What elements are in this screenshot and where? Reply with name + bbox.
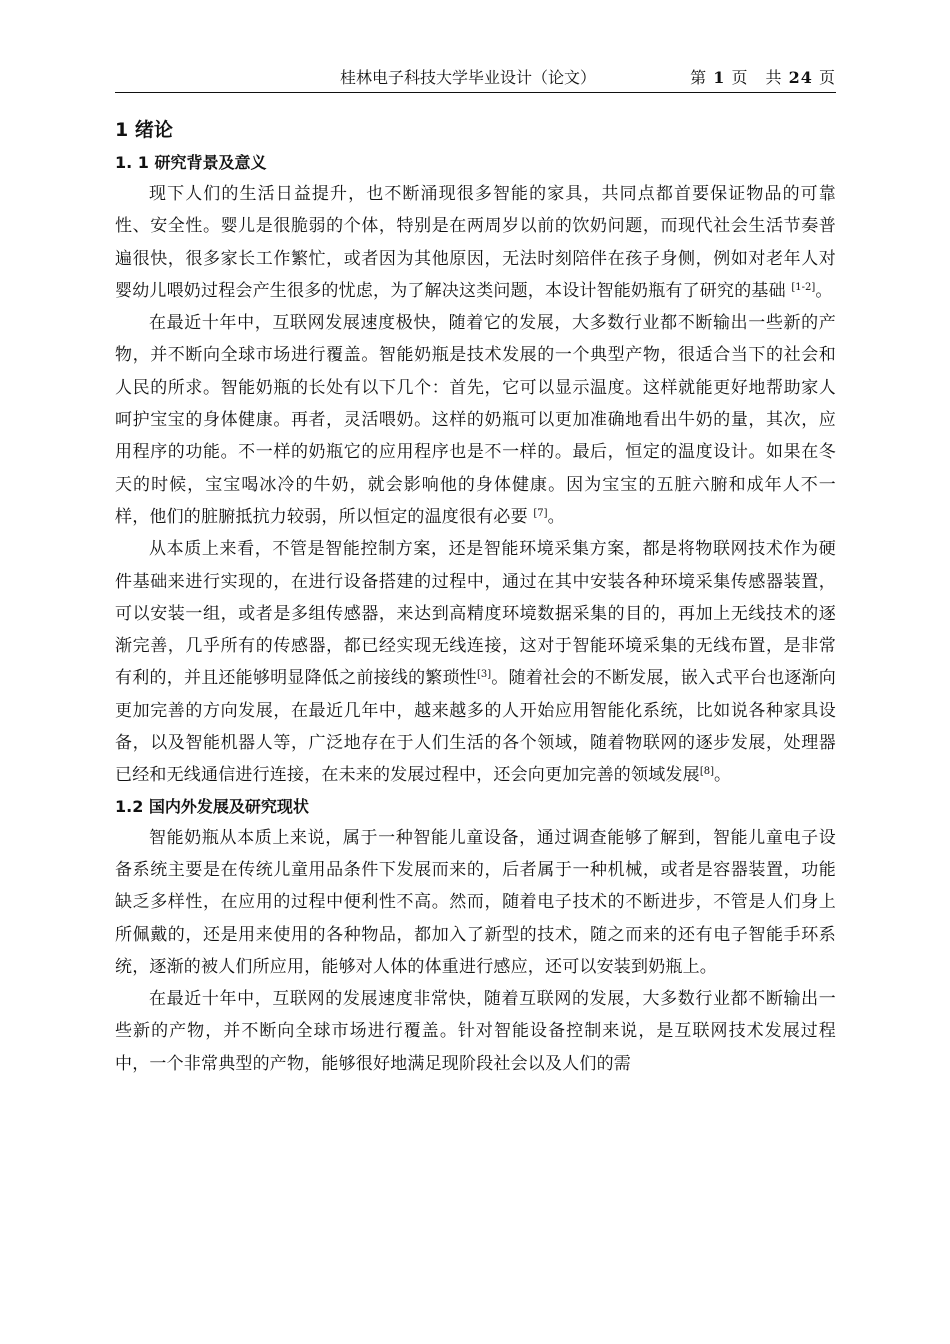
citation: [1-2] (791, 281, 816, 293)
header-title: 桂林电子科技大学毕业设计（论文） (340, 68, 597, 87)
paragraph-text: 在最近十年中，互联网发展速度极快，随着它的发展，大多数行业都不断输出一些新的产物，并不断向全球市场进行覆盖。智能奶瓶是技术发展的一个典型产物，很适合当下的社会和人民的所求。智能奶瓶的长处有以下几个：首先，它可以显示温度。这样就能更好地帮助家人呵护宝宝的身体健康。再者，灵活喂奶。这样的奶瓶可以更加准确地看出牛奶的量，其次，应用程序的功能。不一样的奶瓶它的应用程序也是不一样的。最后，恒定的温度设计。如果在冬天的时候，宝宝喝冰冷的牛奶，就会影响他的身体健康。因为宝宝的五脏六腑和成年人不一样，他们的脏腑抵抗力较弱，所以恒定的温度很有必要 (115, 313, 836, 527)
paragraph-end: 。 (713, 765, 732, 786)
header-page-info (690, 66, 836, 90)
page-number: 1 (713, 68, 726, 87)
citation: [7] (533, 507, 548, 519)
citation: [3] (477, 669, 492, 681)
paragraph-end: 。 (547, 506, 565, 527)
section-title-1-2: 1.2 国内外发展及研究现状 (115, 796, 309, 816)
page-total: 24 (788, 68, 813, 87)
paragraph-text: 从本质上来看，不管是智能控制方案，还是智能环境采集方案，都是将物联网技术作为硬件基础来进行实现的，在进行设备搭建的过程中，通过在其中安装各种环境采集传感器装置，可以安装一组，或者是多组传感器，来达到高精度环境数据采集的目的，再加上无线技术的逐渐完善，几乎所有的传感器，都已经实现无线连接，这对于智能环境采集的无线布置，是非常有利的，并且还能够明显降低之前接线的繁琐性 (115, 539, 836, 689)
page-header (115, 66, 836, 93)
page-suffix: 页 (818, 68, 836, 87)
section-title-1-1: 1. 1 研究背景及意义 (115, 153, 267, 172)
paragraph-1-2-2: 在最近十年中，互联网的发展速度非常快，随着互联网的发展，大多数行业都不断输出一些新的产物，并不断向全球市场进行覆盖。针对智能设备控制来说，是互联网技术发展过程中，一个非常典型的产物，能够很好地满足现阶段社会以及人们的需 (115, 989, 836, 1074)
paragraph-text: 现下人们的生活日益提升，也不断涌现很多智能的家具，共同点都首要保证物品的可靠性、安全性。婴儿是很脆弱的个体，特别是在两周岁以前的饮奶问题，而现代社会生活节奏普遍很快，很多家长工作繁忙，或者因为其他原因，无法时刻陪伴在孩子身侧，例如对老年人对婴幼儿喂奶过程会产生很多的忧虑，为了解决这类问题，本设计智能奶瓶有了研究的基础 (115, 184, 836, 301)
citation: [8] (699, 766, 714, 778)
paragraph-1-1-3 (115, 533, 836, 791)
paragraph-text: 。随着社会的不断发展，嵌入式平台也逐渐向更加完善的方向发展，在最近几年中，越来越多的人开始应用智能化系统，比如说各种家具设备，以及智能机器人等，广泛地存在于人们生活的各个领域，随着物联网的逐步发展，处理器已经和无线通信进行连接，在未来的发展过程中，还会向更加完善的领域发展 (115, 668, 836, 786)
page-prefix: 第 (690, 68, 708, 87)
paragraph-1-2-1: 智能奶瓶从本质上来说，属于一种智能儿童设备，通过调查能够了解到，智能儿童电子设备系统主要是在传统儿童用品条件下发展而来的，后者属于一种机械，或者是容器装置，功能缺乏多样性，在应用的过程中便利性不高。然而，随着电子技术的不断进步，不管是人们身上所佩戴的，还是用来使用的各种物品，都加入了新型的技术，随之而来的还有电子智能手环系统，逐渐的被人们所应用，能够对人体的体重进行感应，还可以安装到奶瓶上。 (115, 827, 836, 977)
paragraph-1-1-1 (115, 178, 836, 307)
paragraph-1-1-2 (115, 307, 836, 533)
page-mid: 页 共 (731, 68, 783, 87)
chapter-title: 1 绪论 (115, 119, 173, 141)
page-body (115, 112, 836, 1080)
paragraph-end: 。 (815, 280, 833, 301)
